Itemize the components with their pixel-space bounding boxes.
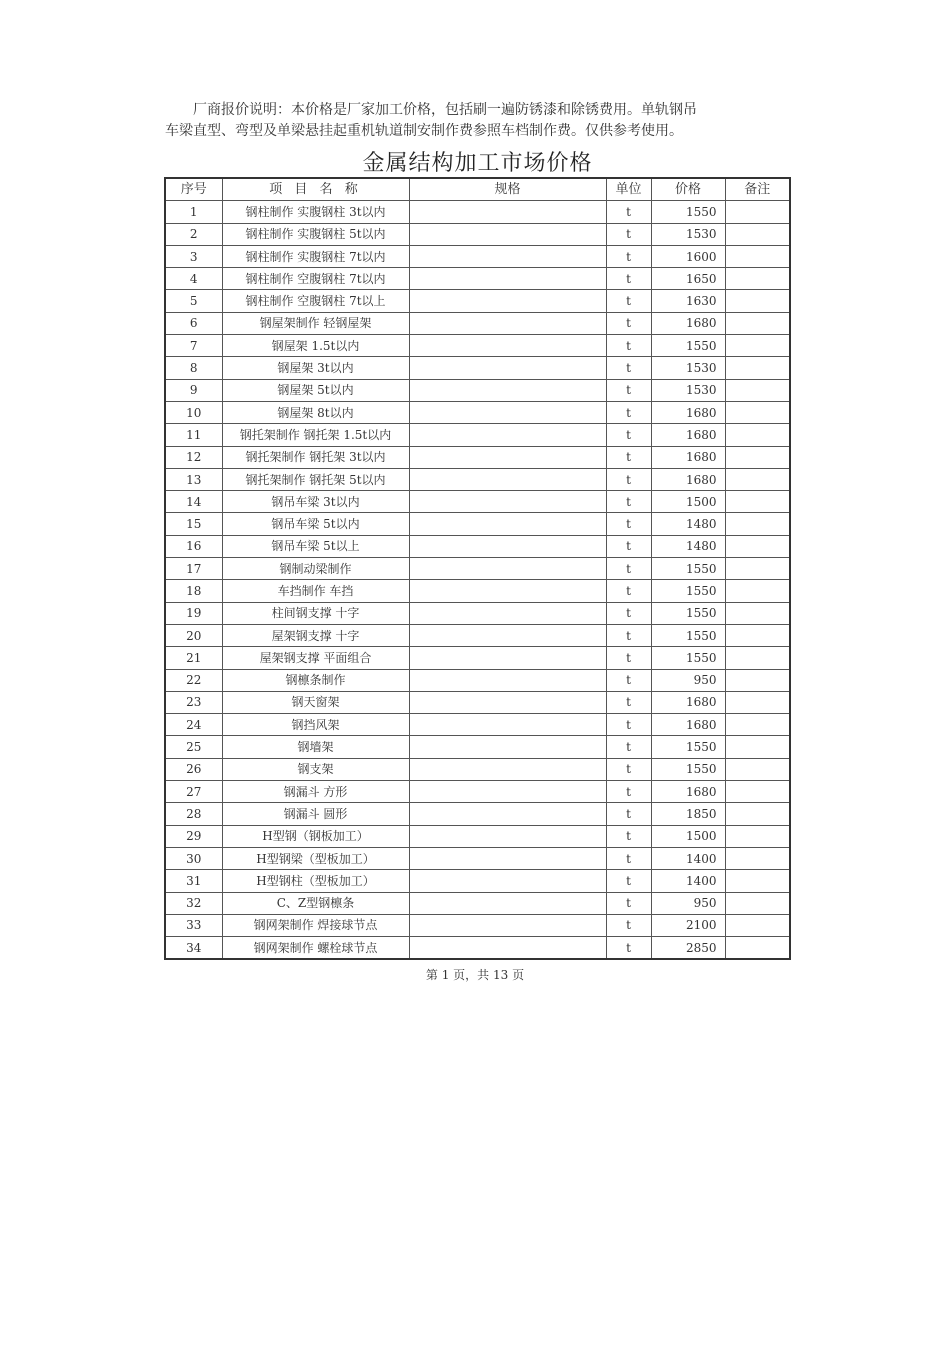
cell-price: 1600	[651, 245, 725, 267]
cell-spec	[409, 736, 606, 758]
cell-remark	[725, 892, 790, 914]
cell-unit: t	[606, 379, 651, 401]
cell-unit: t	[606, 535, 651, 557]
cell-price: 1680	[651, 691, 725, 713]
cell-name: H型钢梁（型板加工）	[222, 847, 409, 869]
table-row	[165, 825, 790, 847]
cell-no: 16	[165, 535, 222, 557]
cell-remark	[725, 491, 790, 513]
cell-spec	[409, 357, 606, 379]
cell-remark	[725, 223, 790, 245]
cell-unit: t	[606, 245, 651, 267]
table-row	[165, 847, 790, 869]
page-footer: 第 1 页，共 13 页	[425, 968, 525, 982]
cell-spec	[409, 914, 606, 936]
cell-name: 柱间钢支撑 十字	[222, 602, 409, 624]
cell-price: 1550	[651, 580, 725, 602]
cell-unit: t	[606, 914, 651, 936]
cell-no: 25	[165, 736, 222, 758]
cell-spec	[409, 558, 606, 580]
cell-spec	[409, 580, 606, 602]
cell-no: 27	[165, 781, 222, 803]
cell-spec	[409, 379, 606, 401]
cell-price: 1550	[651, 647, 725, 669]
cell-unit: t	[606, 558, 651, 580]
cell-price: 1480	[651, 535, 725, 557]
cell-remark	[725, 803, 790, 825]
cell-remark	[725, 669, 790, 691]
cell-unit: t	[606, 580, 651, 602]
cell-price: 1500	[651, 491, 725, 513]
cell-unit: t	[606, 401, 651, 423]
cell-no: 23	[165, 691, 222, 713]
table-row	[165, 513, 790, 535]
table-row	[165, 736, 790, 758]
cell-name: 钢柱制作 实腹钢柱 3t以内	[222, 201, 409, 223]
table-row	[165, 491, 790, 513]
cell-no: 15	[165, 513, 222, 535]
cell-remark	[725, 379, 790, 401]
cell-no: 8	[165, 357, 222, 379]
table-row	[165, 223, 790, 245]
cell-unit: t	[606, 669, 651, 691]
cell-remark	[725, 201, 790, 223]
cell-remark	[725, 312, 790, 334]
table-row	[165, 379, 790, 401]
cell-price: 1550	[651, 624, 725, 646]
cell-remark	[725, 847, 790, 869]
cell-price: 1550	[651, 736, 725, 758]
cell-no: 29	[165, 825, 222, 847]
cell-remark	[725, 781, 790, 803]
cell-remark	[725, 401, 790, 423]
header-unit: 单位	[606, 178, 651, 201]
cell-price: 1530	[651, 379, 725, 401]
price-table	[164, 177, 791, 960]
table-header-row	[165, 178, 790, 201]
cell-name: 钢柱制作 实腹钢柱 7t以内	[222, 245, 409, 267]
table-row	[165, 580, 790, 602]
cell-no: 31	[165, 870, 222, 892]
note-line-2: 车梁直型、弯型及单梁悬挂起重机轨道制安制作费参照车档制作费。仅供参考使用。	[165, 123, 683, 139]
cell-price: 1850	[651, 803, 725, 825]
table-row	[165, 781, 790, 803]
cell-name: 钢托架制作 钢托架 1.5t以内	[222, 424, 409, 446]
cell-name: H型钢柱（型板加工）	[222, 870, 409, 892]
cell-unit: t	[606, 803, 651, 825]
cell-name: 钢柱制作 空腹钢柱 7t以内	[222, 268, 409, 290]
cell-name: 钢挡风架	[222, 714, 409, 736]
table-row	[165, 535, 790, 557]
table-row	[165, 647, 790, 669]
cell-no: 32	[165, 892, 222, 914]
cell-remark	[725, 290, 790, 312]
table-row	[165, 691, 790, 713]
cell-spec	[409, 201, 606, 223]
cell-name: 车挡制作 车挡	[222, 580, 409, 602]
cell-no: 9	[165, 379, 222, 401]
cell-no: 28	[165, 803, 222, 825]
cell-unit: t	[606, 357, 651, 379]
cell-unit: t	[606, 223, 651, 245]
cell-spec	[409, 847, 606, 869]
cell-spec	[409, 669, 606, 691]
table-row	[165, 312, 790, 334]
cell-unit: t	[606, 312, 651, 334]
cell-name: 屋架钢支撑 平面组合	[222, 647, 409, 669]
page-title: 金属结构加工市场价格	[362, 151, 593, 176]
cell-remark	[725, 535, 790, 557]
cell-spec	[409, 312, 606, 334]
cell-name: 钢吊车梁 5t以上	[222, 535, 409, 557]
cell-spec	[409, 602, 606, 624]
cell-unit: t	[606, 201, 651, 223]
cell-spec	[409, 758, 606, 780]
cell-remark	[725, 825, 790, 847]
cell-price: 1480	[651, 513, 725, 535]
cell-no: 6	[165, 312, 222, 334]
cell-remark	[725, 357, 790, 379]
cell-no: 7	[165, 335, 222, 357]
cell-unit: t	[606, 825, 651, 847]
cell-remark	[725, 736, 790, 758]
cell-unit: t	[606, 758, 651, 780]
cell-price: 1550	[651, 558, 725, 580]
cell-price: 1680	[651, 312, 725, 334]
table-row	[165, 268, 790, 290]
cell-no: 1	[165, 201, 222, 223]
cell-name: 钢屋架 8t以内	[222, 401, 409, 423]
cell-price: 1500	[651, 825, 725, 847]
cell-name: 钢柱制作 空腹钢柱 7t以上	[222, 290, 409, 312]
cell-spec	[409, 401, 606, 423]
cell-price: 950	[651, 669, 725, 691]
table-row	[165, 468, 790, 490]
cell-spec	[409, 335, 606, 357]
cell-no: 19	[165, 602, 222, 624]
cell-no: 34	[165, 937, 222, 960]
table-row	[165, 357, 790, 379]
cell-unit: t	[606, 468, 651, 490]
cell-price: 2850	[651, 937, 725, 960]
table-body	[165, 201, 790, 960]
cell-no: 2	[165, 223, 222, 245]
cell-no: 14	[165, 491, 222, 513]
cell-unit: t	[606, 624, 651, 646]
cell-no: 20	[165, 624, 222, 646]
cell-remark	[725, 580, 790, 602]
table-row	[165, 892, 790, 914]
cell-name: 屋架钢支撑 十字	[222, 624, 409, 646]
cell-spec	[409, 803, 606, 825]
cell-no: 26	[165, 758, 222, 780]
cell-unit: t	[606, 870, 651, 892]
cell-price: 1530	[651, 223, 725, 245]
table-row	[165, 290, 790, 312]
cell-price: 2100	[651, 914, 725, 936]
cell-no: 18	[165, 580, 222, 602]
cell-name: 钢支架	[222, 758, 409, 780]
cell-name: 钢漏斗 方形	[222, 781, 409, 803]
cell-unit: t	[606, 847, 651, 869]
cell-no: 24	[165, 714, 222, 736]
header-remark: 备注	[725, 178, 790, 201]
cell-remark	[725, 602, 790, 624]
cell-name: 钢柱制作 实腹钢柱 5t以内	[222, 223, 409, 245]
table-row	[165, 937, 790, 960]
table-row	[165, 558, 790, 580]
cell-unit: t	[606, 736, 651, 758]
cell-unit: t	[606, 513, 651, 535]
table-row	[165, 201, 790, 223]
cell-remark	[725, 513, 790, 535]
cell-no: 11	[165, 424, 222, 446]
cell-spec	[409, 268, 606, 290]
cell-price: 1680	[651, 714, 725, 736]
cell-price: 1630	[651, 290, 725, 312]
table-row	[165, 602, 790, 624]
table-row	[165, 335, 790, 357]
cell-spec	[409, 468, 606, 490]
cell-no: 4	[165, 268, 222, 290]
cell-no: 22	[165, 669, 222, 691]
cell-name: 钢吊车梁 3t以内	[222, 491, 409, 513]
table-row	[165, 714, 790, 736]
cell-spec	[409, 245, 606, 267]
cell-name: 钢托架制作 钢托架 3t以内	[222, 446, 409, 468]
cell-price: 1680	[651, 781, 725, 803]
cell-remark	[725, 268, 790, 290]
table-row	[165, 803, 790, 825]
cell-unit: t	[606, 424, 651, 446]
table-row	[165, 758, 790, 780]
cell-unit: t	[606, 446, 651, 468]
cell-unit: t	[606, 781, 651, 803]
table-row	[165, 401, 790, 423]
table-row	[165, 870, 790, 892]
table-row	[165, 624, 790, 646]
cell-spec	[409, 714, 606, 736]
cell-no: 17	[165, 558, 222, 580]
cell-unit: t	[606, 647, 651, 669]
cell-no: 12	[165, 446, 222, 468]
cell-spec	[409, 691, 606, 713]
cell-name: 钢网架制作 焊接球节点	[222, 914, 409, 936]
cell-name: C、Z型钢檩条	[222, 892, 409, 914]
note-line-1: 厂商报价说明：本价格是厂家加工价格，包括刷一遍防锈漆和除锈费用。单轨钢吊	[193, 102, 697, 118]
cell-price: 1530	[651, 357, 725, 379]
cell-price: 1680	[651, 424, 725, 446]
cell-price: 1680	[651, 468, 725, 490]
cell-no: 13	[165, 468, 222, 490]
cell-unit: t	[606, 714, 651, 736]
cell-remark	[725, 335, 790, 357]
cell-unit: t	[606, 691, 651, 713]
cell-price: 950	[651, 892, 725, 914]
cell-remark	[725, 758, 790, 780]
cell-name: 钢漏斗 圆形	[222, 803, 409, 825]
cell-spec	[409, 223, 606, 245]
cell-remark	[725, 691, 790, 713]
cell-unit: t	[606, 892, 651, 914]
table-row	[165, 446, 790, 468]
cell-name: 钢檩条制作	[222, 669, 409, 691]
cell-spec	[409, 446, 606, 468]
cell-remark	[725, 914, 790, 936]
cell-name: 钢屋架 3t以内	[222, 357, 409, 379]
cell-name: 钢屋架 1.5t以内	[222, 335, 409, 357]
cell-name: 钢天窗架	[222, 691, 409, 713]
cell-name: 钢屋架制作 轻钢屋架	[222, 312, 409, 334]
cell-remark	[725, 424, 790, 446]
price-note	[165, 100, 790, 142]
cell-unit: t	[606, 290, 651, 312]
table-row	[165, 245, 790, 267]
table-row	[165, 669, 790, 691]
cell-spec	[409, 647, 606, 669]
cell-no: 3	[165, 245, 222, 267]
table-row	[165, 424, 790, 446]
cell-no: 33	[165, 914, 222, 936]
cell-unit: t	[606, 268, 651, 290]
cell-remark	[725, 558, 790, 580]
cell-price: 1550	[651, 758, 725, 780]
cell-name: 钢制动梁制作	[222, 558, 409, 580]
cell-no: 5	[165, 290, 222, 312]
cell-spec	[409, 491, 606, 513]
cell-unit: t	[606, 335, 651, 357]
cell-spec	[409, 781, 606, 803]
table-row	[165, 914, 790, 936]
cell-remark	[725, 245, 790, 267]
cell-price: 1680	[651, 446, 725, 468]
header-spec: 规格	[409, 178, 606, 201]
cell-no: 21	[165, 647, 222, 669]
cell-spec	[409, 535, 606, 557]
cell-remark	[725, 870, 790, 892]
cell-remark	[725, 446, 790, 468]
cell-spec	[409, 892, 606, 914]
cell-spec	[409, 870, 606, 892]
cell-spec	[409, 937, 606, 960]
cell-name: 钢网架制作 螺栓球节点	[222, 937, 409, 960]
cell-price: 1550	[651, 335, 725, 357]
cell-remark	[725, 937, 790, 960]
cell-price: 1550	[651, 602, 725, 624]
header-name: 项 目 名 称	[222, 178, 409, 201]
cell-spec	[409, 424, 606, 446]
cell-price: 1400	[651, 847, 725, 869]
cell-name: 钢屋架 5t以内	[222, 379, 409, 401]
cell-unit: t	[606, 491, 651, 513]
cell-remark	[725, 647, 790, 669]
cell-name: 钢托架制作 钢托架 5t以内	[222, 468, 409, 490]
cell-price: 1650	[651, 268, 725, 290]
cell-unit: t	[606, 937, 651, 960]
cell-no: 30	[165, 847, 222, 869]
cell-name: 钢吊车梁 5t以内	[222, 513, 409, 535]
cell-spec	[409, 825, 606, 847]
cell-spec	[409, 624, 606, 646]
header-price: 价格	[651, 178, 725, 201]
cell-price: 1550	[651, 201, 725, 223]
cell-spec	[409, 513, 606, 535]
cell-price: 1400	[651, 870, 725, 892]
cell-name: H型钢（钢板加工）	[222, 825, 409, 847]
cell-name: 钢墙架	[222, 736, 409, 758]
cell-no: 10	[165, 401, 222, 423]
cell-spec	[409, 290, 606, 312]
cell-remark	[725, 624, 790, 646]
cell-unit: t	[606, 602, 651, 624]
cell-price: 1680	[651, 401, 725, 423]
cell-remark	[725, 468, 790, 490]
cell-remark	[725, 714, 790, 736]
header-no: 序号	[165, 178, 222, 201]
